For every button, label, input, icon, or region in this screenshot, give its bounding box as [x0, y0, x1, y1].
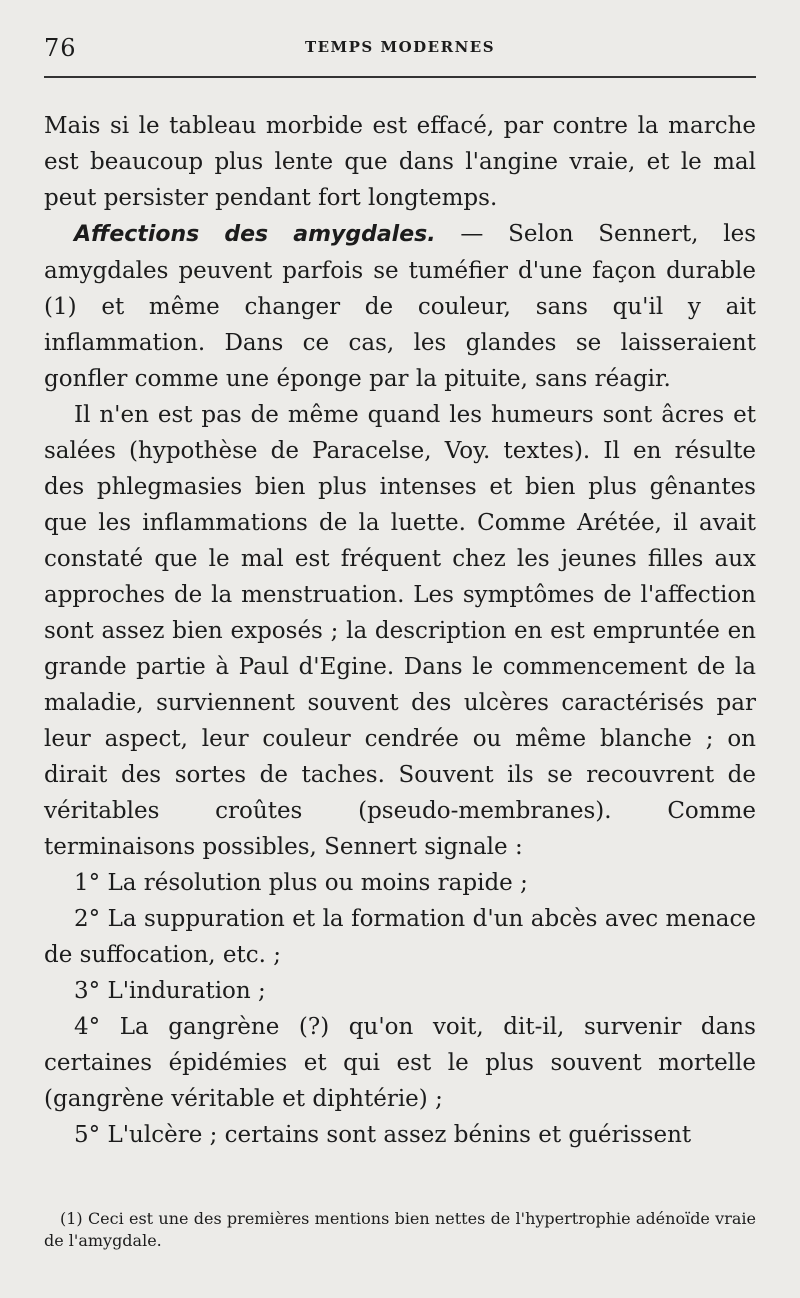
body-text [44, 108, 756, 1153]
page-number: 76 [44, 34, 77, 62]
list-item: 2° La suppuration et la formation d'un abcès avec menace de suffocation, etc. ; [44, 906, 756, 968]
page-header [44, 34, 756, 64]
paragraph [44, 216, 756, 397]
paragraph: Mais si le tableau morbide est effacé, par contre la marche est beaucoup plus lente que dans l'angine vraie, et le mal peut persister pendant fort longtemps. [44, 113, 756, 211]
list-item: 3° L'induration ; [74, 978, 266, 1004]
section-heading: Affections des amygdales. [74, 222, 436, 247]
footnote-text: (1) Ceci est une des premières mentions bien nettes de l'hypertrophie adénoïde vraie de l'amygdale. [44, 1209, 756, 1250]
header-rule [44, 76, 756, 78]
list-item: 5° L'ulcère ; certains sont assez bénins et guérissent [74, 1122, 692, 1148]
footnote [44, 1208, 756, 1252]
list-item: 4° La gangrène (?) qu'on voit, dit-il, survenir dans certaines épidémies et qui est le plus souvent mortelle (gangrène véritable et diphtérie) ; [44, 1014, 756, 1112]
running-title: TEMPS MODERNES [304, 38, 496, 56]
paragraph-text: — Selon Sennert, les amygdales peuvent parfois se tuméfier d'une façon durable (1) et même changer de couleur, sans qu'il y ait inflammation. Dans ce cas, les glandes se laisseraient gonfler comme une éponge par la pituite, sans réagir. [44, 221, 756, 392]
list-item: 1° La résolution plus ou moins rapide ; [74, 870, 528, 896]
paragraph: Il n'en est pas de même quand les humeurs sont âcres et salées (hypothèse de Paracelse, Voy. textes). Il en résulte des phlegmasies bien plus intenses et bien plus gênantes que les inflammations de la luette. Comme Arétée, il avait constaté que le mal est fréquent chez les jeunes filles aux approches de la menstruation. Les symptômes de l'affection sont assez bien exposés ; la description en est empruntée en grande partie à Paul d'Egine. Dans le commencement de la maladie, surviennent souvent des ulcères caractérisés par leur aspect, leur couleur cendrée ou même blanche ; on dirait des sortes de taches. Souvent ils se recouvrent de véritables croûtes (pseudo-membranes). Comme terminaisons possibles, Sennert signale : [44, 402, 756, 860]
